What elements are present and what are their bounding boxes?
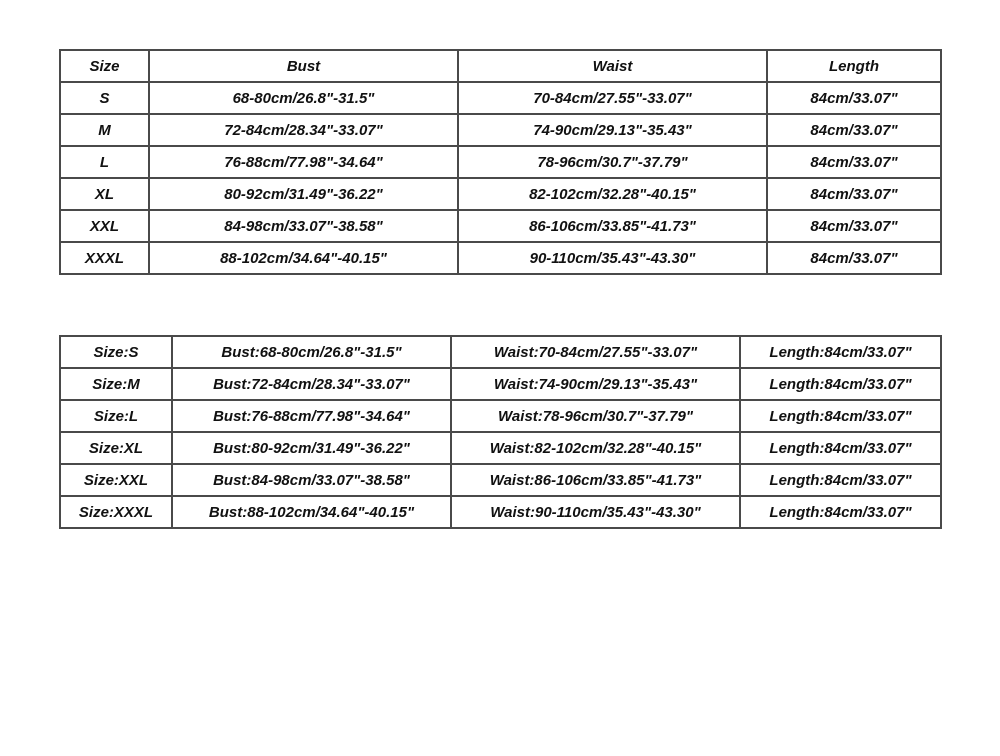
size-cell: Size:XXL: [60, 464, 172, 496]
bust-cell: 68-80cm/26.8"-31.5": [149, 82, 458, 114]
table-row: [60, 496, 941, 528]
size-chart-header-row: [60, 50, 941, 82]
bust-cell: Bust:80-92cm/31.49"-36.22": [172, 432, 451, 464]
size-cell: S: [60, 82, 149, 114]
size-cell: Size:XL: [60, 432, 172, 464]
length-cell: Length:84cm/33.07": [740, 496, 941, 528]
size-cell: XXL: [60, 210, 149, 242]
table-row: [60, 432, 941, 464]
table-row: [60, 210, 941, 242]
waist-cell: 86-106cm/33.85"-41.73": [458, 210, 767, 242]
bust-cell: 84-98cm/33.07"-38.58": [149, 210, 458, 242]
waist-cell: 90-110cm/35.43"-43.30": [458, 242, 767, 274]
bust-cell: Bust:88-102cm/34.64"-40.15": [172, 496, 451, 528]
length-cell: 84cm/33.07": [767, 178, 941, 210]
bust-cell: Bust:68-80cm/26.8"-31.5": [172, 336, 451, 368]
header-length: Length: [767, 50, 941, 82]
size-chart-table: [59, 49, 942, 275]
bust-cell: 88-102cm/34.64"-40.15": [149, 242, 458, 274]
bust-cell: 76-88cm/77.98"-34.64": [149, 146, 458, 178]
size-list-table: [59, 335, 942, 529]
size-cell: Size:L: [60, 400, 172, 432]
length-cell: 84cm/33.07": [767, 242, 941, 274]
table-row: [60, 464, 941, 496]
header-bust: Bust: [149, 50, 458, 82]
size-cell: Size:M: [60, 368, 172, 400]
bust-cell: 72-84cm/28.34"-33.07": [149, 114, 458, 146]
length-cell: Length:84cm/33.07": [740, 400, 941, 432]
table-row: [60, 82, 941, 114]
header-size: Size: [60, 50, 149, 82]
size-cell: M: [60, 114, 149, 146]
table-row: [60, 400, 941, 432]
size-cell: XL: [60, 178, 149, 210]
waist-cell: 82-102cm/32.28"-40.15": [458, 178, 767, 210]
header-waist: Waist: [458, 50, 767, 82]
length-cell: 84cm/33.07": [767, 210, 941, 242]
length-cell: 84cm/33.07": [767, 114, 941, 146]
waist-cell: 74-90cm/29.13"-35.43": [458, 114, 767, 146]
length-cell: 84cm/33.07": [767, 82, 941, 114]
size-cell: Size:S: [60, 336, 172, 368]
table-row: [60, 178, 941, 210]
waist-cell: Waist:74-90cm/29.13"-35.43": [451, 368, 740, 400]
waist-cell: Waist:78-96cm/30.7"-37.79": [451, 400, 740, 432]
waist-cell: Waist:90-110cm/35.43"-43.30": [451, 496, 740, 528]
size-cell: XXXL: [60, 242, 149, 274]
waist-cell: 78-96cm/30.7"-37.79": [458, 146, 767, 178]
waist-cell: Waist:70-84cm/27.55"-33.07": [451, 336, 740, 368]
table-row: [60, 368, 941, 400]
table-row: [60, 114, 941, 146]
length-cell: Length:84cm/33.07": [740, 432, 941, 464]
size-cell: Size:XXXL: [60, 496, 172, 528]
waist-cell: Waist:82-102cm/32.28"-40.15": [451, 432, 740, 464]
length-cell: Length:84cm/33.07": [740, 464, 941, 496]
size-cell: L: [60, 146, 149, 178]
table-row: [60, 336, 941, 368]
length-cell: Length:84cm/33.07": [740, 368, 941, 400]
bust-cell: 80-92cm/31.49"-36.22": [149, 178, 458, 210]
length-cell: 84cm/33.07": [767, 146, 941, 178]
waist-cell: Waist:86-106cm/33.85"-41.73": [451, 464, 740, 496]
bust-cell: Bust:72-84cm/28.34"-33.07": [172, 368, 451, 400]
bust-cell: Bust:84-98cm/33.07"-38.58": [172, 464, 451, 496]
waist-cell: 70-84cm/27.55"-33.07": [458, 82, 767, 114]
bust-cell: Bust:76-88cm/77.98"-34.64": [172, 400, 451, 432]
table-row: [60, 242, 941, 274]
table-row: [60, 146, 941, 178]
length-cell: Length:84cm/33.07": [740, 336, 941, 368]
